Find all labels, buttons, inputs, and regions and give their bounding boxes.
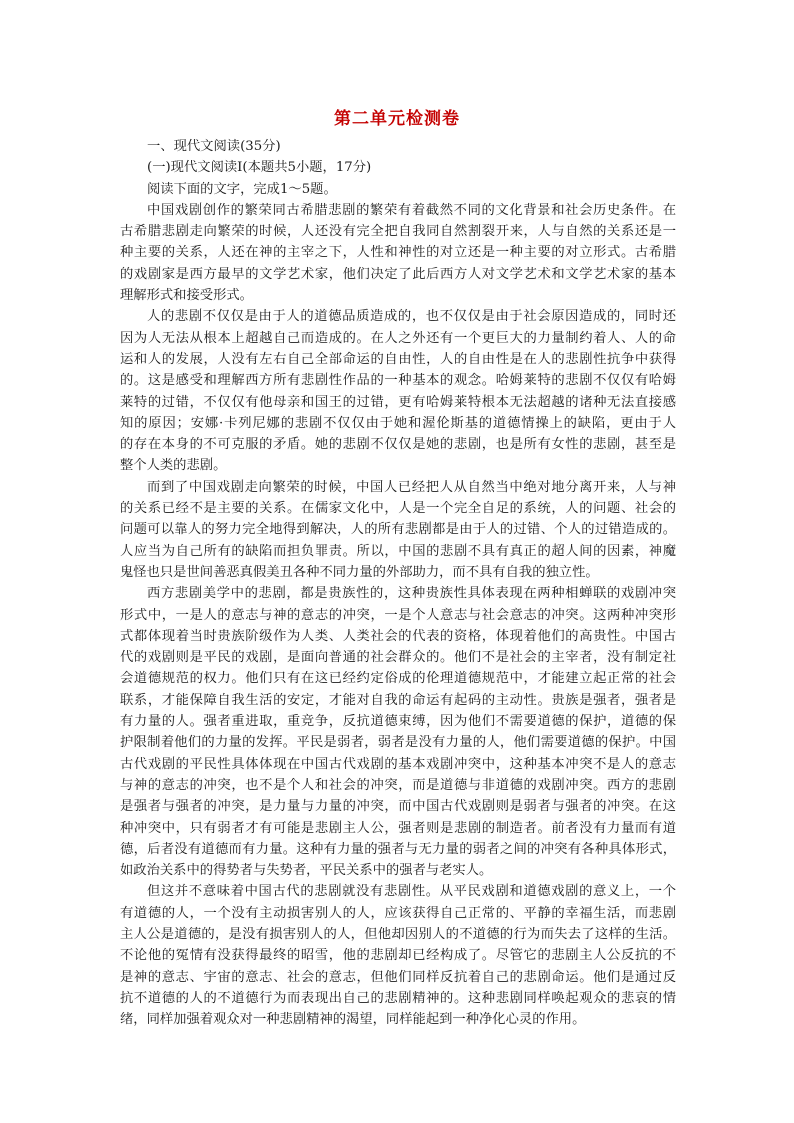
paragraph-line: 莱特的过错，不仅仅有他母亲和国王的过错，更有哈姆莱特根本无法超越的诸种无法直接感	[120, 394, 676, 410]
page-title: 第二单元检测卷	[334, 109, 460, 129]
paragraph-line: 整个人类的悲剧。	[120, 458, 227, 474]
passage-paragraph	[120, 881, 676, 1030]
paragraph-line: 不论他的冤情有没获得最终的昭雪，他的悲剧却已经构成了。尽管它的悲剧主人公反抗的不	[120, 948, 676, 964]
passage-paragraph	[120, 477, 676, 583]
paragraph-line: 知的原因；安娜·卡列尼娜的悲剧不仅仅由于她和渥伦斯基的道德情操上的缺陷，更由于人	[120, 415, 676, 431]
paragraph-line: 种冲突中，只有弱者才有可能是悲剧主人公，强者则是悲剧的制造者。前者没有力量而有道	[120, 820, 676, 836]
paragraph-line: 是神的意志、宇宙的意志、社会的意志，但他们同样反抗着自己的悲剧命运。他们是通过反	[120, 969, 676, 985]
subsection-heading: (一)现代文阅读Ⅰ(本题共5小题，17分)	[147, 160, 372, 176]
paragraph-line: 种主要的关系，人还在神的主宰之下，人性和神性的对立还是一种主要的对立形式。古希腊	[120, 245, 676, 261]
paragraph-line: 有道德的人，一个没有主动损害别人的人，应该获得自己正常的、平静的幸福生活，而悲剧	[120, 905, 676, 921]
paragraph-line: 但这并不意味着中国古代的悲剧就没有悲剧性。从平民戏剧和道德戏剧的意义上，一个	[147, 884, 676, 900]
paragraph-line: 的戏剧家是西方最早的文学艺术家，他们决定了此后西方人对文学艺术和文学艺术家的基本	[120, 266, 676, 282]
reading-passage	[120, 200, 676, 1031]
paragraph-line: 人的悲剧不仅仅是由于人的道德品质造成的，也不仅仅是由于社会原因造成的，同时还	[147, 309, 676, 325]
paragraph-line: 古代戏剧的平民性具体体现在中国古代戏剧的基本戏剧冲突中，这种基本冲突不是人的意志	[120, 756, 676, 772]
paragraph-line: 绪，同样加强着观众对一种悲剧精神的渴望，同样能起到一种净化心灵的作用。	[120, 1012, 586, 1028]
paragraph-line: 的。这是感受和理解西方所有悲剧性作品的一种基本的观念。哈姆莱特的悲剧不仅仅有哈姆	[120, 373, 676, 389]
paragraph-line: 与神的意志的冲突，也不是个人和社会的冲突，而是道德与非道德的戏剧冲突。西方的悲剧	[120, 777, 676, 793]
paragraph-line: 是强者与强者的冲突，是力量与力量的冲突，而中国古代戏剧则是弱者与强者的冲突。在这	[120, 799, 676, 815]
paragraph-line: 会道德规范的权力。他们只有在这已经约定俗成的伦理道德规范中，才能建立起正常的社会	[120, 671, 676, 687]
paragraph-line: 如政治关系中的得势者与失势者，平民关系中的强者与老实人。	[120, 863, 493, 879]
paragraph-line: 问题可以靠人的努力完全地得到解决，人的所有悲剧都是由于人的过错、个人的过错造成的。	[120, 522, 676, 538]
paragraph-line: 联系，才能保障自我生活的安定，才能对自我的命运有起码的主动性。贵族是强者，强者是	[120, 692, 676, 708]
paragraph-line: 形式中，一是人的意志与神的意志的冲突，一是个人意志与社会意志的冲突。这两种冲突形	[120, 607, 676, 623]
passage-paragraph	[120, 583, 676, 881]
paragraph-line: 鬼怪也只是世间善恶真假美丑各种不同力量的外部助力，而不具有自我的独立性。	[120, 564, 599, 580]
passage-paragraph	[120, 306, 676, 476]
passage-paragraph	[120, 200, 676, 306]
paragraph-line: 德，后者没有道德而有力量。这种有力量的强者与无力量的弱者之间的冲突有各种具体形式，	[120, 841, 676, 857]
paragraph-line: 古希腊悲剧走向繁荣的时候，人还没有完全把自我同自然割裂开来，人与自然的关系还是一	[120, 224, 676, 240]
paragraph-line: 人应当为自己所有的缺陷而担负罪责。所以，中国的悲剧不具有真正的超人间的因素，神魔	[120, 543, 676, 559]
paragraph-line: 抗不道德的人的不道德行为而表现出自己的悲剧精神的。这种悲剧同样唤起观众的悲哀的情	[120, 990, 676, 1006]
document-body	[120, 136, 676, 1030]
paragraph-line: 理解形式和接受形式。	[120, 288, 253, 304]
instruction-text: 阅读下面的文字，完成1～5题。	[147, 181, 337, 197]
paragraph-line: 西方悲剧美学中的悲剧，都是贵族性的，这种贵族性具体表现在两种相蝉联的戏剧冲突	[147, 586, 676, 602]
section-heading: 一、现代文阅读(35分)	[147, 139, 281, 154]
paragraph-line: 有力量的人。强者重进取，重竞争，反抗道德束缚，因为他们不需要道德的保护，道德的保	[120, 714, 676, 730]
paragraph-line: 中国戏剧创作的繁荣同古希腊悲剧的繁荣有着截然不同的文化背景和社会历史条件。在	[147, 202, 676, 218]
paragraph-line: 主人公是道德的，是没有损害别人的人，但他却因别人的不道德的行为而失去了这样的生活。	[120, 926, 676, 942]
paragraph-line: 而到了中国戏剧走向繁荣的时候，中国人已经把人从自然当中绝对地分离开来，人与神	[147, 479, 676, 495]
paragraph-line: 的存在本身的不可克服的矛盾。她的悲剧不仅仅是她的悲剧，也是所有女性的悲剧，甚至是	[120, 437, 676, 453]
paragraph-line: 的关系已经不是主要的关系。在儒家文化中，人是一个完全自足的系统，人的问题、社会的	[120, 501, 676, 517]
paragraph-line: 式都体现着当时贵族阶级作为人类、人类社会的代表的资格，体现着他们的高贵性。中国古	[120, 628, 676, 644]
paragraph-line: 运和人的发展，人没有左右自己全部命运的自由性，人的自由性是在人的悲剧性抗争中获得	[120, 351, 676, 367]
paragraph-line: 护限制着他们的力量的发挥。平民是弱者，弱者是没有力量的人，他们需要道德的保护。中国	[120, 735, 676, 751]
paragraph-line: 代的戏剧则是平民的戏剧，是面向普通的社会群众的。他们不是社会的主宰者，没有制定社	[120, 650, 676, 666]
paragraph-line: 因为人无法从根本上超越自己而造成的。在人之外还有一个更巨大的力量制约着人、人的命	[120, 330, 676, 346]
